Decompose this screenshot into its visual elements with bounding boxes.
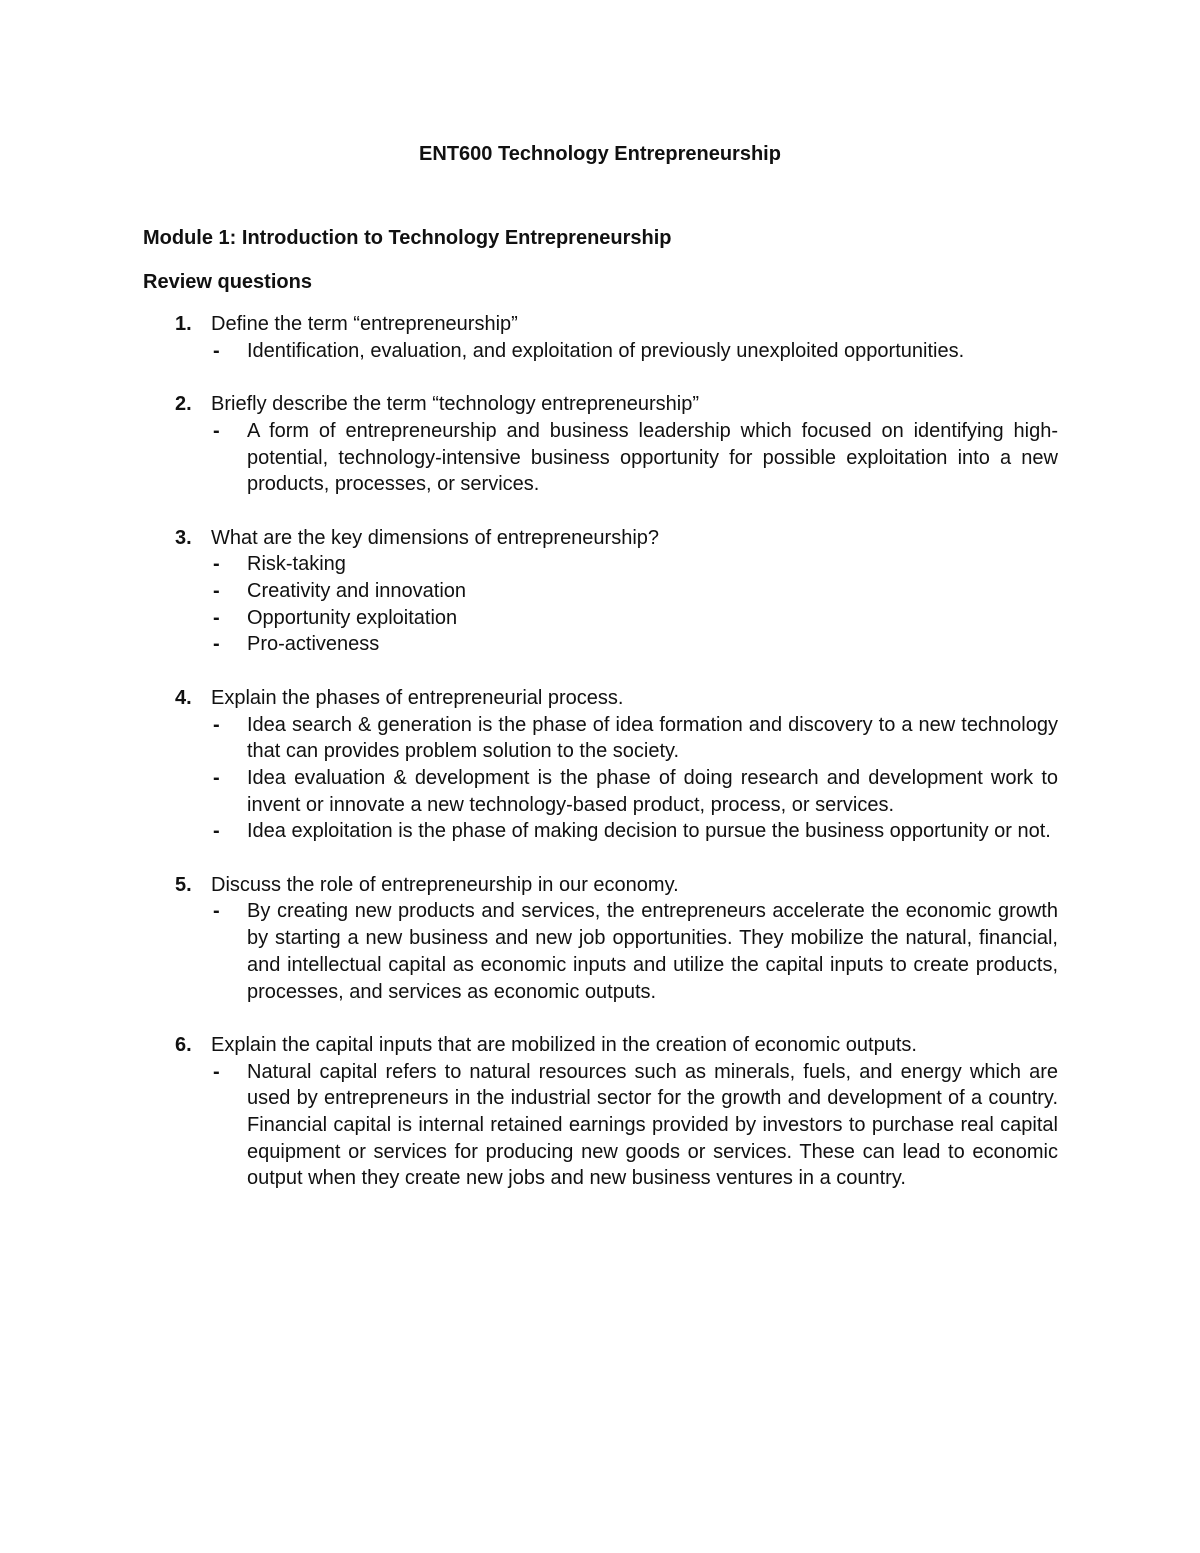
answer-text: Risk-taking <box>247 553 346 576</box>
answer-list <box>143 898 1058 1005</box>
question-item <box>143 525 1058 659</box>
answer-item <box>143 605 1058 632</box>
question-item <box>143 1032 1058 1192</box>
answer-item <box>143 631 1058 658</box>
answer-item <box>143 898 1058 1005</box>
module-title: Module 1: Introduction to Technology Entrepreneurship <box>143 227 672 249</box>
document-title: ENT600 Technology Entrepreneurship <box>419 143 781 165</box>
dash-bullet: - <box>213 820 220 843</box>
answer-text: Opportunity exploitation <box>247 606 458 629</box>
question-item <box>143 872 1058 1006</box>
question-item <box>143 685 1058 845</box>
question-line <box>143 1032 1058 1059</box>
answer-item <box>143 712 1058 765</box>
answer-item <box>143 338 1058 365</box>
answer-text: Pro-activeness <box>247 633 380 656</box>
answer-list <box>143 551 1058 658</box>
answer-list <box>143 712 1058 846</box>
dash-bullet: - <box>213 339 220 362</box>
question-text: Explain the capital inputs that are mobilized in the creation of economic outputs. <box>211 1033 917 1056</box>
question-number: 4. <box>175 686 192 709</box>
dash-bullet: - <box>213 713 220 736</box>
question-text: Briefly describe the term “technology entrepreneurship” <box>211 393 700 416</box>
question-line <box>143 311 1058 338</box>
answer-text: A form of entrepreneurship and business leadership which focused on identifying high-potential, technology-intensive business opportunity for possible exploitation into a new products, processes, or services. <box>247 419 1058 496</box>
question-line <box>143 872 1058 899</box>
question-number: 6. <box>175 1033 192 1056</box>
answer-text: Creativity and innovation <box>247 580 467 602</box>
question-item <box>143 391 1058 498</box>
dash-bullet: - <box>213 766 220 789</box>
question-number: 2. <box>175 393 192 416</box>
question-line <box>143 685 1058 712</box>
answer-item <box>143 551 1058 578</box>
question-text: What are the key dimensions of entrepreneurship? <box>211 526 660 549</box>
question-text: Discuss the role of entrepreneurship in our economy. <box>211 873 679 896</box>
answer-text: Natural capital refers to natural resources such as minerals, fuels, and energy which are used by entrepreneurs in the industrial sector for the growth and development of a country. Financial capital is internal retained earnings provided by investors to purchase real capital equipment or services for producing new goods or services. These can lead to economic output when they create new jobs and new business ventures in a country. <box>247 1060 1058 1190</box>
answer-list <box>143 1059 1058 1193</box>
question-line <box>143 391 1058 418</box>
question-line <box>143 525 1058 552</box>
answer-text: Idea evaluation & development is the phase of doing research and development work to invent or innovate a new technology-based product, process, or services. <box>247 766 1058 816</box>
answer-list <box>143 338 1058 365</box>
dash-bullet: - <box>213 419 220 442</box>
question-list <box>143 311 1058 1219</box>
review-questions-heading: Review questions <box>143 271 312 293</box>
dash-bullet: - <box>213 900 220 923</box>
answer-item <box>143 765 1058 818</box>
question-number: 5. <box>175 873 192 896</box>
answer-list <box>143 418 1058 498</box>
dash-bullet: - <box>213 606 220 629</box>
dash-bullet: - <box>213 553 220 576</box>
answer-text: Idea search & generation is the phase of idea formation and discovery to a new technology that can provides problem solution to the society. <box>247 713 1058 763</box>
answer-text: Idea exploitation is the phase of making decision to pursue the business opportunity or not. <box>247 820 1051 843</box>
question-text: Explain the phases of entrepreneurial process. <box>211 686 624 709</box>
answer-item <box>143 578 1058 605</box>
answer-item <box>143 818 1058 845</box>
question-number: 1. <box>175 313 192 335</box>
dash-bullet: - <box>213 580 220 602</box>
answer-item <box>143 418 1058 498</box>
dash-bullet: - <box>213 1060 220 1083</box>
answer-text: Identification, evaluation, and exploitation of previously unexploited opportunities. <box>247 339 965 362</box>
answer-item <box>143 1059 1058 1193</box>
dash-bullet: - <box>213 633 220 656</box>
question-item <box>143 311 1058 364</box>
question-text: Define the term “entrepreneurship” <box>211 313 518 335</box>
question-number: 3. <box>175 526 192 549</box>
answer-text: By creating new products and services, the entrepreneurs accelerate the economic growth by starting a new business and new job opportunities. They mobilize the natural, financial, and intellectual capital as economic inputs and utilize the capital inputs to create products, processes, and services as economic outputs. <box>247 900 1058 1003</box>
